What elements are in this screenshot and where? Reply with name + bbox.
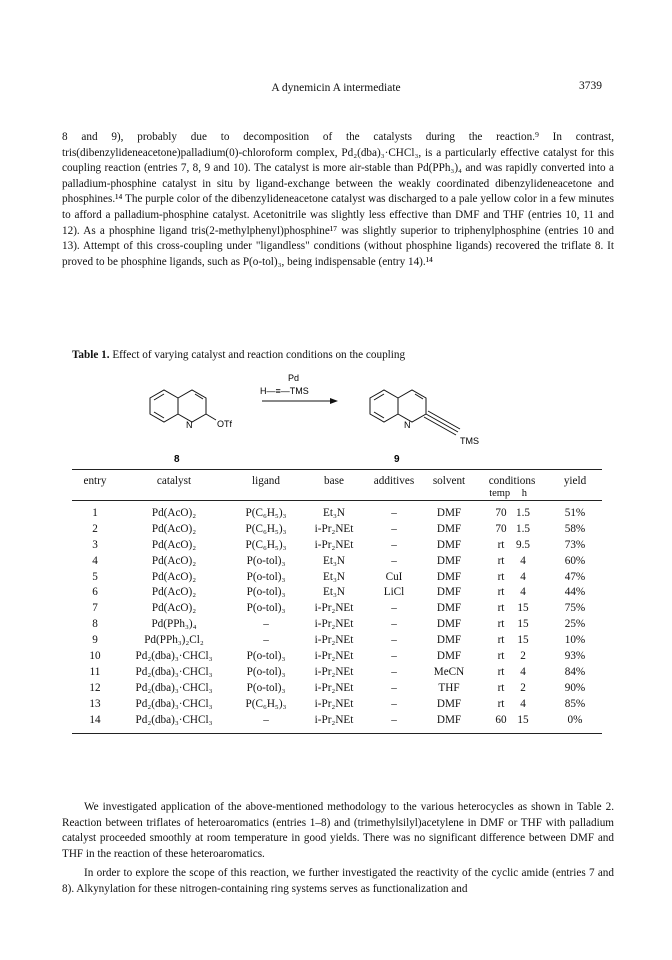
left-nitrogen-label: N: [186, 420, 193, 430]
cell-ligand: P(C₆H₅)₃: [245, 506, 287, 519]
table-row: [72, 648, 602, 664]
cell-conditions: [476, 584, 548, 600]
header-solvent: solvent: [422, 470, 476, 489]
table-row: [72, 521, 602, 537]
cell-ligand: P(o-tol)₃: [246, 570, 286, 583]
cell-h: 1.5: [516, 506, 530, 519]
cell-entry: 8: [92, 618, 98, 631]
reaction-arrow: [262, 398, 338, 404]
cell-ligand: P(o-tol)₃: [246, 681, 286, 694]
cell-base: i-Pr₂NEt: [302, 712, 366, 734]
cell-additives: –: [391, 649, 397, 662]
cell-ligand: P(C₆H₅)₃: [245, 697, 287, 710]
reagent-pd-label: Pd: [288, 373, 300, 383]
cell-additives: –: [391, 538, 397, 551]
cell-additives: –: [391, 618, 397, 631]
right-nitrogen-label: N: [404, 420, 411, 430]
cell-yield: 44%: [564, 586, 586, 599]
table-row: [72, 616, 602, 632]
cell-solvent: DMF: [436, 538, 462, 551]
cell-yield: 73%: [564, 538, 586, 551]
reagent-alkyne-label: H—≡—TMS: [260, 386, 309, 396]
cell-conditions: [476, 616, 548, 632]
table-row: [72, 537, 602, 553]
cell-additives: LiCl: [383, 586, 405, 599]
cell-conditions: [476, 664, 548, 680]
header-additives: additives: [366, 470, 422, 489]
cell-catalyst: Pd₂(dba)₃·CHCl₃: [135, 681, 213, 694]
cell-catalyst: Pd₂(dba)₃·CHCl₃: [118, 712, 230, 734]
table-subheader-row: [72, 488, 602, 501]
cell-entry: 2: [92, 522, 98, 535]
cell-catalyst: Pd(AcO)₂: [151, 586, 197, 599]
cell-conditions: [476, 648, 548, 664]
header-entry: entry: [72, 470, 118, 489]
header-catalyst: catalyst: [118, 470, 230, 489]
cell-temp: 70: [495, 506, 507, 519]
table-row: [72, 664, 602, 680]
cell-solvent: DMF: [436, 522, 462, 535]
paragraph-catalyst-discussion: 8 and 9), probably due to decomposition of the catalysts during the reaction.⁹ In contrast, tris(dibenzylideneacetone)palladium(0)-chloroform complex, Pd₂(dba)₃·CHCl₃, is a particularly effective catalyst for this coupling reaction (entries 7, 8, 9 and 10). The catalyst is more air-stable than Pd(PPh₃)₄ and was rapidly converted into a palladium-phosphine catalyst in situ by ligand-exchange between the weakly coordinated dibenzylideneacetone and phosphines.¹⁴ The purple color of the dibenzylideneacetone catalyst was discharged to a pale yellow color in a few minutes to afford a palladium-phosphine catalyst. Acetonitrile was slightly less effective than DMF and THF (entries 10, 11 and 12). As a phosphine ligand tris(2-methylphenyl)phosphine¹⁷ was slightly superior to triphenylphosphine (entries 10 and 13). Attempt of this cross-coupling under "ligandless" conditions (without phosphine ligands) recovered the triflate 8. It proved to be phosphine ligands, such as P(o-tol)₃, being indispensable (entry 14).¹⁴: [62, 131, 614, 268]
header-conditions: conditions: [476, 470, 548, 489]
header-ligand: ligand: [230, 470, 302, 489]
cell-yield: 75%: [564, 602, 586, 615]
cell-base: i-Pr₂NEt: [314, 618, 354, 631]
cell-entry: 12: [89, 681, 101, 694]
table-row: [72, 553, 602, 569]
cell-conditions: [476, 712, 548, 734]
cell-yield: 10%: [564, 634, 586, 647]
cell-additives: –: [366, 712, 422, 734]
quinoline-triflate-structure: [150, 390, 216, 422]
cell-solvent: DMF: [436, 634, 462, 647]
page-number: 3739: [579, 80, 602, 92]
cell-solvent: DMF: [436, 697, 462, 710]
cell-conditions: [476, 501, 548, 521]
cell-catalyst: Pd₂(dba)₃·CHCl₃: [135, 665, 213, 678]
cell-additives: –: [391, 665, 397, 678]
cell-yield: 58%: [564, 522, 586, 535]
cell-base: Et₃N: [323, 506, 345, 519]
cell-entry: 4: [92, 554, 98, 567]
cell-base: i-Pr₂NEt: [314, 522, 354, 535]
cell-h: 4: [520, 697, 526, 710]
cell-yield: 0%: [548, 712, 602, 734]
cell-additives: –: [391, 634, 397, 647]
table-row: [72, 696, 602, 712]
cell-temp: rt: [497, 618, 505, 631]
cell-ligand: P(C₆H₅)₃: [245, 538, 287, 551]
cell-h: 1.5: [516, 522, 530, 535]
running-title: A dynemicin A intermediate: [271, 82, 401, 94]
cell-entry: 11: [89, 665, 101, 678]
cell-conditions: [476, 553, 548, 569]
cell-additives: –: [391, 697, 397, 710]
table-caption-text: Effect of varying catalyst and reaction conditions on the coupling: [112, 349, 406, 361]
cell-entry: 14: [72, 712, 118, 734]
header-temp: temp: [489, 488, 511, 499]
table-row: [72, 680, 602, 696]
cell-temp: rt: [497, 586, 505, 599]
cell-catalyst: Pd(AcO)₂: [151, 602, 197, 615]
quinoline-alkyne-structure: [370, 390, 460, 435]
cell-ligand: P(o-tol)₃: [246, 665, 286, 678]
cell-h: 4: [520, 586, 526, 599]
cell-yield: 60%: [564, 554, 586, 567]
cell-ligand: P(o-tol)₃: [246, 554, 286, 567]
cell-base: i-Pr₂NEt: [314, 649, 354, 662]
cell-catalyst: Pd(PPh₃)₂Cl₂: [144, 634, 204, 647]
cell-solvent: DMF: [436, 649, 462, 662]
cell-additives: –: [391, 681, 397, 694]
cell-conditions: [476, 521, 548, 537]
cell-temp: rt: [497, 554, 505, 567]
cell-yield: 93%: [564, 649, 586, 662]
header-yield: yield: [548, 470, 602, 489]
cell-temp: rt: [497, 649, 505, 662]
paragraph-cyclic-amide: In order to explore the scope of this reaction, we further investigated the reactivity of the cyclic amide (entries 7 and 8). Alkynylation for these nitrogen-containing ring systems serves as functionalization and: [62, 867, 614, 895]
cell-h: 2: [520, 681, 526, 694]
cell-catalyst: Pd(AcO)₂: [151, 554, 197, 567]
table-header-row: [72, 470, 602, 489]
cell-yield: 47%: [564, 570, 586, 583]
cell-h: 15: [517, 713, 529, 726]
triflate-label: OTf: [217, 419, 232, 429]
cell-h: 4: [520, 570, 526, 583]
compound-number-8: 8: [174, 454, 180, 465]
cell-catalyst: Pd(AcO)₂: [151, 570, 197, 583]
cell-ligand: P(C₆H₅)₃: [245, 522, 287, 535]
cell-catalyst: Pd(AcO)₂: [151, 506, 197, 519]
cell-ligand: P(o-tol)₃: [246, 586, 286, 599]
cell-ligand: –: [230, 712, 302, 734]
cell-additives: –: [391, 522, 397, 535]
cell-entry: 9: [92, 634, 98, 647]
cell-base: i-Pr₂NEt: [314, 697, 354, 710]
cell-temp: 70: [495, 522, 507, 535]
table-row: [72, 584, 602, 600]
cell-additives: –: [391, 602, 397, 615]
cell-ligand: –: [263, 618, 269, 631]
cell-h: 4: [520, 665, 526, 678]
cell-h: 2: [520, 649, 526, 662]
cell-base: Et₃N: [323, 554, 345, 567]
cell-entry: 5: [92, 570, 98, 583]
header-base: base: [302, 470, 366, 489]
table-row: [72, 600, 602, 616]
header-h: h: [521, 488, 527, 499]
cell-temp: 60: [495, 713, 507, 726]
cell-solvent: DMF: [436, 506, 462, 519]
cell-h: 9.5: [516, 538, 530, 551]
table-caption-label: Table 1.: [72, 349, 110, 361]
cell-yield: 84%: [564, 665, 586, 678]
cell-entry: 13: [89, 697, 101, 710]
table-caption: [72, 349, 405, 361]
cell-temp: rt: [497, 602, 505, 615]
cell-solvent: THF: [438, 681, 460, 694]
cell-conditions: [476, 680, 548, 696]
cell-catalyst: Pd₂(dba)₃·CHCl₃: [135, 649, 213, 662]
table-row: [72, 712, 602, 734]
cell-conditions: [476, 537, 548, 553]
reaction-scheme: [120, 370, 540, 470]
paragraph-heterocycles: We investigated application of the above-mentioned methodology to the various heterocycles as shown in Table 2. Reaction between triflates of heteroaromatics (entries 1–8) and (trimethylsilyl)acetylene in DMF or THF with palladium catalyst proceeded smoothly at room temperature in good yields. There was no significant difference between DMF and THF in the reaction of these heteroaromatics.: [62, 801, 614, 860]
header-conditions-sub: [476, 488, 548, 501]
cell-temp: rt: [497, 697, 505, 710]
cell-h: 15: [517, 602, 529, 615]
cell-entry: 6: [92, 586, 98, 599]
cell-solvent: DMF: [436, 554, 462, 567]
cell-temp: rt: [497, 570, 505, 583]
cell-yield: 90%: [564, 681, 586, 694]
cell-h: 4: [520, 554, 526, 567]
cell-solvent: DMF: [436, 570, 462, 583]
cell-conditions: [476, 632, 548, 648]
cell-h: 15: [517, 618, 529, 631]
cell-temp: rt: [497, 634, 505, 647]
cell-base: i-Pr₂NEt: [314, 538, 354, 551]
cell-ligand: P(o-tol)₃: [246, 602, 286, 615]
cell-solvent: DMF: [436, 586, 462, 599]
cell-yield: 25%: [564, 618, 586, 631]
cell-catalyst: Pd(PPh₃)₄: [151, 618, 197, 631]
cell-solvent: DMF: [436, 618, 462, 631]
cell-temp: rt: [497, 665, 505, 678]
cell-conditions: [476, 569, 548, 585]
cell-temp: rt: [497, 681, 505, 694]
cell-solvent: MeCN: [433, 665, 465, 678]
cell-catalyst: Pd(AcO)₂: [151, 522, 197, 535]
cell-catalyst: Pd(AcO)₂: [151, 538, 197, 551]
cell-base: i-Pr₂NEt: [314, 602, 354, 615]
compound-number-9: 9: [394, 454, 400, 465]
cell-conditions: [476, 600, 548, 616]
cell-base: Et₃N: [323, 586, 345, 599]
cell-catalyst: Pd₂(dba)₃·CHCl₃: [135, 697, 213, 710]
conditions-table: [72, 469, 602, 734]
cell-yield: 85%: [564, 697, 586, 710]
cell-additives: –: [391, 506, 397, 519]
cell-base: Et₃N: [323, 570, 345, 583]
tms-label: TMS: [460, 436, 479, 446]
cell-yield: 51%: [564, 506, 586, 519]
cell-temp: rt: [497, 538, 505, 551]
cell-additives: CuI: [385, 570, 403, 583]
cell-base: i-Pr₂NEt: [314, 681, 354, 694]
cell-solvent: DMF: [422, 712, 476, 734]
cell-solvent: DMF: [436, 602, 462, 615]
table-row: [72, 632, 602, 648]
cell-conditions: [476, 696, 548, 712]
cell-additives: –: [391, 554, 397, 567]
cell-entry: 7: [92, 602, 98, 615]
table-row: [72, 501, 602, 521]
table-row: [72, 569, 602, 585]
cell-h: 15: [517, 634, 529, 647]
cell-ligand: –: [263, 634, 269, 647]
cell-ligand: P(o-tol)₃: [246, 649, 286, 662]
cell-entry: 10: [89, 649, 101, 662]
cell-base: i-Pr₂NEt: [314, 665, 354, 678]
cell-entry: 3: [92, 538, 98, 551]
cell-base: i-Pr₂NEt: [314, 634, 354, 647]
cell-entry: 1: [92, 506, 98, 519]
